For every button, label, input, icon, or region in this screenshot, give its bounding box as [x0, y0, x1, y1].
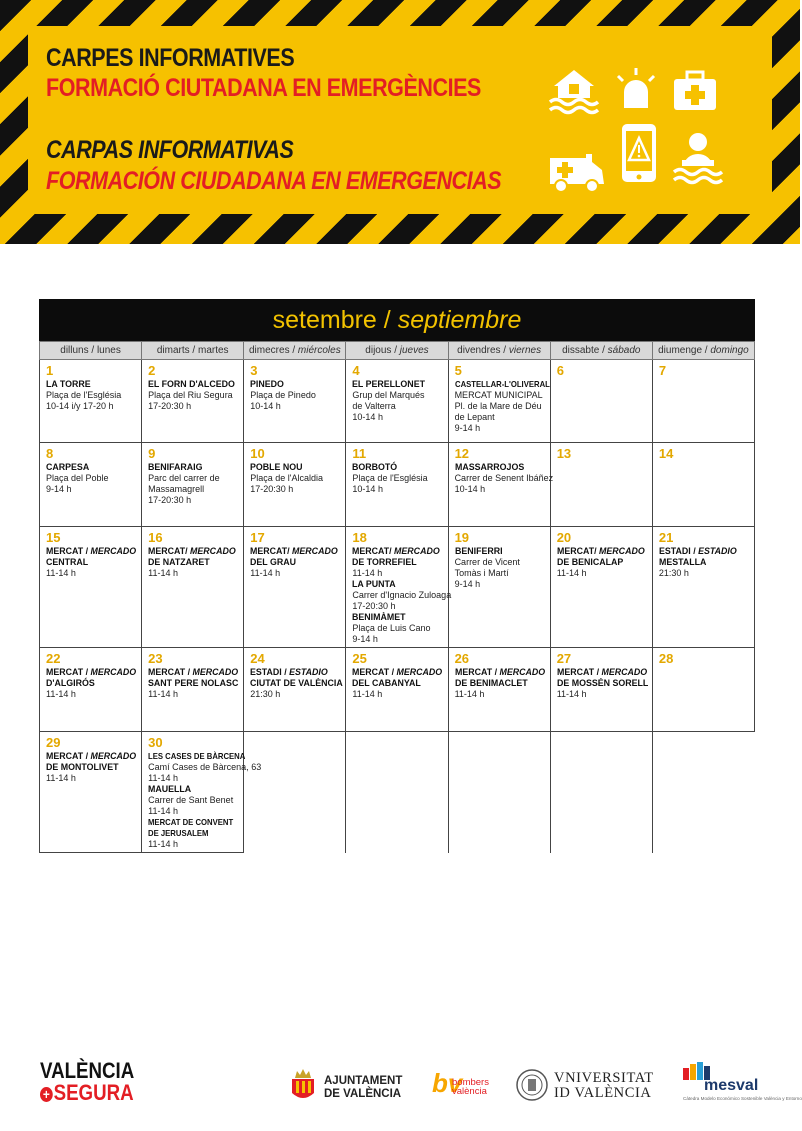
day-number: 12 — [454, 446, 470, 461]
event-detail: 11-14 h — [46, 689, 76, 699]
day-number: 25 — [352, 651, 367, 666]
venue-type-es: MERCADO — [90, 667, 137, 678]
event-detail: 10-14 h — [454, 484, 486, 494]
venue-type-es: MERCADO — [292, 546, 338, 557]
calendar-body — [40, 360, 755, 853]
weekday-es: martes — [197, 345, 229, 356]
weekday-es: lunes — [96, 345, 121, 356]
weekday-ca: dimarts / — [156, 345, 198, 356]
event-venue-type — [46, 667, 137, 678]
day-cell — [550, 527, 652, 648]
event-detail: 11-14 h — [352, 689, 383, 699]
event-location: DE JERUSALEM — [148, 828, 209, 838]
event-detail: 17-20:30 h — [148, 401, 192, 411]
event-location: DEL CABANYAL — [352, 678, 422, 689]
day-number: 27 — [556, 651, 572, 666]
flood-house-icon — [548, 64, 600, 114]
valencia-segura-line1: VALÈNCIA — [40, 1058, 135, 1083]
universitat-text — [554, 1071, 654, 1101]
event-location: MESTALLA — [658, 557, 707, 568]
day-cell — [142, 648, 244, 732]
event-location: DE BENICALAP — [556, 557, 623, 568]
day-number: 16 — [148, 530, 163, 545]
day-cell — [448, 360, 550, 443]
day-cell — [142, 360, 244, 443]
ajuntament-text — [324, 1075, 402, 1101]
weekday-label — [142, 342, 244, 360]
drowning-person-icon — [672, 130, 724, 182]
event-detail: Carrer de Sant Benet — [148, 795, 234, 805]
event-detail: 9-14 h — [46, 484, 72, 494]
event-detail: 11-14 h — [148, 568, 178, 578]
empty-cell — [550, 732, 652, 853]
empty-cell — [652, 732, 754, 853]
venue-type-es: MERCADO — [90, 546, 137, 557]
venue-type-ca: MERCAT / — [454, 667, 500, 678]
venue-type-ca: MERCAT / — [556, 667, 602, 678]
event-detail: Plaça del Poble — [46, 473, 109, 483]
event-detail: Plaça de Luis Cano — [352, 623, 431, 633]
event-location: CIUTAT DE VALÈNCIA — [250, 678, 344, 689]
event-detail: 10-14 h — [352, 484, 383, 494]
university-seal-icon — [516, 1069, 548, 1101]
venue-type-ca: ESTADI / — [658, 546, 698, 557]
month-es: septiembre — [397, 306, 522, 334]
venue-type-es: ESTADIO — [697, 546, 737, 557]
universitat-line1: VNIVERSITAT — [554, 1070, 654, 1086]
venue-type-ca: MERCAT/ — [556, 546, 599, 557]
event-location: BORBOTÓ — [352, 462, 398, 473]
ajuntament-line1: AJUNTAMENT — [324, 1075, 403, 1087]
weekday-label — [652, 342, 754, 360]
event-location: LA PUNTA — [352, 579, 397, 590]
day-cell — [346, 360, 448, 443]
event-detail: Carrer de Senent Ibáñez — [454, 473, 554, 483]
weekday-label — [40, 342, 142, 360]
venue-type-ca: MERCAT/ — [352, 546, 395, 557]
day-cell — [244, 527, 346, 648]
event-detail: Carrer de Vicent — [454, 557, 520, 567]
day-number: 30 — [148, 735, 163, 750]
event-detail: 11-14 h — [148, 689, 178, 699]
event-venue-type — [250, 546, 338, 557]
event-detail: 21:30 h — [250, 689, 281, 699]
hazard-stripe-header — [0, 0, 800, 244]
phone-alert-icon — [620, 122, 658, 184]
day-cell — [550, 443, 652, 527]
day-cell — [448, 527, 550, 648]
event-location: PINEDO — [250, 379, 285, 390]
event-location: MERCAT DE CONVENT — [148, 817, 234, 827]
weekday-label — [550, 342, 652, 360]
day-number: 28 — [658, 651, 674, 666]
bombers-line2: valència — [452, 1086, 487, 1097]
weekday-label — [346, 342, 448, 360]
weekday-es: viernes — [508, 345, 542, 356]
plus-circle-icon: + — [40, 1087, 53, 1102]
weekday-ca: diumenge / — [658, 345, 711, 356]
ajuntament-line2: DE VALÈNCIA — [324, 1088, 402, 1100]
event-detail: MERCAT MUNICIPAL — [454, 390, 543, 400]
day-cell — [652, 360, 754, 443]
venue-type-ca: MERCAT / — [352, 667, 397, 678]
bombers-text — [452, 1078, 489, 1096]
venue-type-ca: MERCAT / — [46, 751, 91, 762]
day-cell — [652, 648, 754, 732]
day-cell — [346, 527, 452, 648]
event-location: EL PERELLONET — [352, 379, 426, 390]
day-cell — [550, 360, 652, 443]
event-location: BENIFERRI — [454, 546, 503, 557]
day-number: 8 — [46, 446, 54, 461]
event-location: DE NATZARET — [148, 557, 210, 568]
event-detail: 10-14 i/y 17-20 h — [46, 401, 114, 411]
day-cell — [448, 443, 554, 527]
day-cell — [244, 360, 346, 443]
weekday-ca: dilluns / — [60, 345, 97, 356]
day-number: 3 — [250, 363, 258, 378]
day-number: 20 — [556, 530, 572, 545]
event-venue-type — [352, 546, 441, 557]
calendar-week-row — [40, 527, 755, 648]
calendar — [39, 299, 755, 853]
day-number: 5 — [454, 363, 462, 378]
valencia-segura-word: SEGURA — [53, 1080, 134, 1105]
event-detail: 11-14 h — [556, 689, 587, 699]
event-location: LA TORRE — [46, 379, 91, 390]
header-banner — [28, 26, 772, 214]
day-cell — [346, 443, 448, 527]
valencia-segura-line2 — [40, 1082, 134, 1104]
venue-type-es: MERCADO — [90, 751, 137, 762]
event-venue-type — [46, 751, 137, 762]
event-detail: 9-14 h — [454, 579, 481, 589]
venue-type-ca: MERCAT / — [46, 546, 91, 557]
day-number: 1 — [46, 363, 54, 378]
city-crest-icon — [288, 1069, 318, 1103]
event-detail: Parc del carrer de — [148, 473, 220, 483]
venue-type-es: MERCADO — [598, 546, 645, 557]
empty-cell — [448, 732, 550, 853]
event-location: SANT PERE NOLASC — [148, 678, 239, 689]
title-es: CARPAS INFORMATIVAS — [46, 136, 294, 164]
event-detail: 11-14 h — [454, 689, 485, 699]
bombers-line1: bombers — [452, 1077, 489, 1088]
venue-type-ca: MERCAT/ — [148, 546, 191, 557]
day-number: 19 — [454, 530, 470, 545]
calendar-week-row — [40, 360, 755, 443]
weekday-header — [40, 342, 755, 360]
event-venue-type — [46, 546, 137, 557]
event-detail: Tomàs i Martí — [454, 568, 509, 578]
day-cell — [40, 648, 142, 732]
weekday-es: jueves — [399, 345, 429, 356]
day-cell — [550, 648, 652, 732]
event-detail: 11-14 h — [148, 839, 178, 849]
event-venue-type — [659, 546, 743, 557]
calendar-grid — [39, 341, 755, 853]
day-number: 22 — [46, 651, 61, 666]
event-detail: 11-14 h — [148, 806, 178, 816]
venue-type-ca: MERCAT / — [148, 667, 193, 678]
day-number: 11 — [352, 446, 367, 461]
day-number: 7 — [658, 363, 667, 378]
venue-type-ca: ESTADI / — [250, 667, 290, 678]
day-number: 17 — [250, 530, 265, 545]
event-venue-type — [148, 667, 239, 678]
day-cell — [448, 648, 550, 732]
weekday-ca: dissabte / — [562, 345, 608, 356]
day-number: 15 — [46, 530, 61, 545]
event-detail: 17-20:30 h — [148, 495, 192, 505]
day-cell — [142, 732, 262, 853]
calendar-week-row — [40, 648, 755, 732]
event-detail: Pl. de la Mare de Déu — [454, 401, 542, 411]
event-location: CARPESA — [46, 462, 90, 473]
event-venue-type — [148, 546, 236, 557]
event-location: DE BENIMACLET — [454, 678, 528, 689]
event-detail: 11-14 h — [352, 568, 383, 578]
venue-type-ca: MERCAT / — [46, 667, 91, 678]
weekday-label — [448, 342, 550, 360]
weekday-label — [244, 342, 346, 360]
day-number: 9 — [148, 446, 156, 461]
day-number: 23 — [148, 651, 163, 666]
day-number: 21 — [658, 530, 674, 545]
venue-type-es: MERCADO — [190, 546, 236, 557]
weekday-es: domingo — [710, 345, 749, 356]
day-number: 18 — [352, 530, 367, 545]
day-number: 26 — [454, 651, 470, 666]
event-detail: Massamagrell — [148, 484, 205, 494]
event-detail: Carrer d'Ignacio Zuloaga — [352, 590, 452, 600]
weekday-ca: dijous / — [365, 345, 400, 356]
event-detail: 11-14 h — [556, 568, 587, 578]
day-number: 6 — [556, 363, 564, 378]
event-detail: 17-20:30 h — [250, 484, 294, 494]
event-detail: 9-14 h — [352, 634, 378, 644]
day-number: 4 — [352, 363, 360, 378]
emergency-icons — [548, 62, 744, 202]
event-detail: Grup del Marqués — [352, 390, 425, 400]
event-detail: 11-14 h — [46, 773, 76, 783]
bombers-mark: bv — [432, 1068, 463, 1098]
day-cell — [40, 443, 142, 527]
day-number: 14 — [658, 446, 674, 461]
alarm-light-icon — [614, 66, 658, 112]
subtitle-es: FORMACIÓN CIUDADANA EN EMERGENCIAS — [46, 167, 502, 195]
mesval-subtitle: Càtedra Modelo Económico Sostenible València y Entorno — [683, 1096, 802, 1101]
venue-type-es: ESTADIO — [289, 667, 329, 678]
event-venue-type — [556, 667, 647, 678]
day-cell — [40, 732, 142, 853]
day-cell — [142, 443, 244, 527]
event-location: LES CASES DE BÀRCENA — [148, 751, 246, 761]
day-number: 13 — [556, 446, 572, 461]
event-detail: Plaça del Riu Segura — [148, 390, 233, 400]
event-location: POBLE NOU — [250, 462, 303, 473]
day-cell — [244, 443, 346, 527]
event-detail: Plaça de Pinedo — [250, 390, 316, 400]
venue-type-es: MERCADO — [192, 667, 239, 678]
day-cell — [40, 527, 142, 648]
event-detail: Plaça de l'Església — [352, 473, 428, 483]
event-location: DE MONTOLIVET — [46, 762, 119, 773]
weekday-es: miércoles — [297, 345, 341, 356]
event-detail: 11-14 h — [46, 568, 76, 578]
event-detail: 9-14 h — [454, 423, 481, 433]
valencia-segura-logo — [40, 1060, 134, 1104]
event-location: CENTRAL — [46, 557, 89, 568]
event-location: D'ALGIRÓS — [46, 678, 95, 689]
event-location: DEL GRAU — [250, 557, 297, 568]
day-cell — [652, 443, 754, 527]
event-detail: de Lepant — [454, 412, 495, 422]
day-cell — [40, 360, 142, 443]
event-detail: 17-20:30 h — [352, 601, 396, 611]
event-venue-type — [556, 546, 645, 557]
venue-type-es: MERCADO — [499, 667, 545, 678]
event-detail: de Valterra — [352, 401, 396, 411]
mesval-name: mesval — [704, 1077, 759, 1094]
event-location: DE TORREFIEL — [352, 557, 418, 568]
subtitle-ca: FORMACIÓ CIUTADANA EN EMERGÈNCIES — [46, 74, 481, 102]
calendar-week-row — [40, 732, 755, 853]
empty-cell — [346, 732, 448, 853]
event-location: DE MOSSÉN SORELL — [556, 678, 649, 689]
venue-type-es: MERCADO — [394, 546, 441, 557]
month-ca: setembre / — [272, 306, 391, 334]
day-number: 24 — [250, 651, 265, 666]
event-location: BENIMÀMET — [352, 612, 406, 623]
event-detail: Plaça de l'Església — [46, 390, 122, 400]
event-location: BENIFARAIG — [148, 462, 203, 473]
event-venue-type — [250, 667, 334, 678]
day-cell — [244, 648, 346, 732]
venue-type-ca: MERCAT/ — [250, 546, 293, 557]
weekday-ca: divendres / — [457, 345, 509, 356]
venue-type-es: MERCADO — [396, 667, 443, 678]
universitat-line2: ID VALÈNCIA — [554, 1085, 652, 1101]
event-detail: 10-14 h — [250, 401, 281, 411]
event-venue-type — [454, 667, 545, 678]
event-detail: Camí Cases de Bàrcena, 63 — [148, 762, 262, 772]
venue-type-es: MERCADO — [601, 667, 647, 678]
weekday-es: sábado — [607, 345, 641, 356]
day-cell — [142, 527, 244, 648]
ambulance-icon — [548, 148, 606, 194]
event-venue-type — [352, 667, 443, 678]
day-cell — [652, 527, 754, 648]
event-detail: 10-14 h — [352, 412, 383, 422]
day-number: 10 — [250, 446, 265, 461]
first-aid-kit-icon — [672, 70, 718, 112]
event-location: MASSARROJOS — [454, 462, 524, 473]
empty-cell — [244, 732, 346, 853]
day-number: 2 — [148, 363, 156, 378]
day-cell — [346, 648, 448, 732]
title-ca: CARPES INFORMATIVES — [46, 44, 295, 72]
weekday-ca: dimecres / — [249, 345, 298, 356]
calendar-week-row — [40, 443, 755, 527]
event-location: CASTELLAR-L'OLIVERAL — [454, 379, 550, 389]
day-number: 29 — [46, 735, 61, 750]
event-detail: 11-14 h — [148, 773, 178, 783]
event-location: MAUELLA — [148, 784, 192, 795]
event-detail: 11-14 h — [250, 568, 281, 578]
event-detail: 21:30 h — [658, 568, 689, 578]
event-location: EL FORN D'ALCEDO — [148, 379, 235, 390]
month-title — [39, 299, 755, 341]
event-detail: Plaça de l'Alcaldia — [250, 473, 324, 483]
